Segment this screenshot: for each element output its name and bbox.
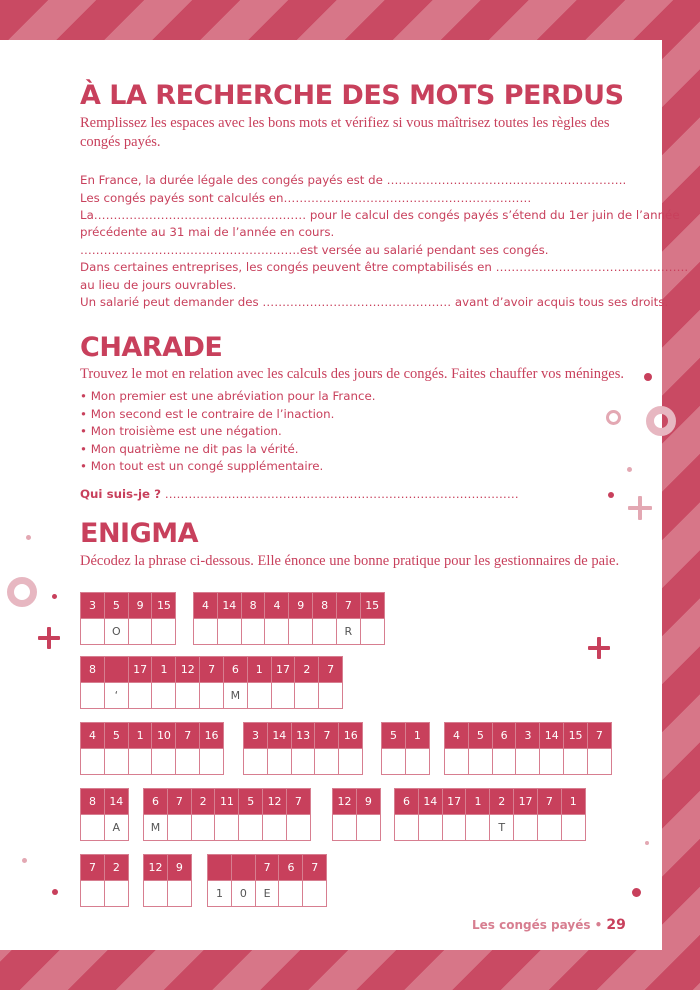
answer-letter-cell[interactable] [199, 748, 224, 775]
answer-letter-cell[interactable] [288, 618, 313, 645]
answer-letter-cell[interactable] [80, 880, 105, 907]
cipher-number-cell: 6 [278, 854, 303, 881]
answer-letter-cell[interactable] [515, 748, 540, 775]
answer-letter-cell[interactable] [286, 814, 311, 841]
answer-letter-cell[interactable] [312, 618, 337, 645]
cipher-number-cell: 1 [561, 788, 586, 815]
answer-letter-cell[interactable] [80, 682, 105, 709]
fill-line-6: Dans certaines entreprises, les congés peuvent être comptabilisés en …………………………………………. [80, 260, 689, 274]
page-number: 29 [606, 917, 626, 933]
cipher-number-cell: 7 [336, 592, 361, 619]
answer-letter-cell[interactable] [356, 814, 381, 841]
answer-letter-cell[interactable]: M [143, 814, 168, 841]
answer-letter-cell[interactable] [80, 748, 105, 775]
cipher-number-cell: 10 [151, 722, 176, 749]
cipher-word-group [143, 788, 311, 841]
cipher-number-cell: 1 [465, 788, 490, 815]
answer-letter-cell[interactable] [468, 748, 493, 775]
section-title-enigma: ENIGMA [80, 518, 199, 549]
cipher-word-group [80, 592, 176, 645]
cipher-number-cell: 7 [199, 656, 224, 683]
answer-letter-cell[interactable]: O [104, 618, 129, 645]
cipher-number-cell: 7 [255, 854, 280, 881]
answer-letter-cell[interactable]: R [336, 618, 361, 645]
section-intro-enigma: Décodez la phrase ci-dessous. Elle énonce une bonne pratique pour les gestionnaires de paie. [80, 553, 620, 569]
answer-letter-cell[interactable] [314, 748, 339, 775]
cipher-number-cell: 8 [241, 592, 266, 619]
cipher-number-cell: 13 [291, 722, 316, 749]
cipher-word-group [80, 722, 224, 775]
section-title-charade: CHARADE [80, 332, 223, 363]
plus-decoration [38, 627, 60, 649]
answer-letter-cell[interactable] [175, 682, 200, 709]
answer-letter-cell[interactable] [587, 748, 612, 775]
answer-letter-cell[interactable] [80, 618, 105, 645]
answer-letter-cell[interactable] [302, 880, 327, 907]
answer-letter-cell[interactable] [278, 880, 303, 907]
cipher-number-cell: 15 [563, 722, 588, 749]
answer-letter-cell[interactable] [418, 814, 443, 841]
cipher-number-cell: 6 [492, 722, 517, 749]
answer-letter-cell[interactable]: T [489, 814, 514, 841]
cipher-number-cell: 5 [381, 722, 406, 749]
cipher-number-cell: 2 [191, 788, 216, 815]
footer-label: Les congés payés • [472, 918, 603, 932]
answer-letter-cell[interactable] [167, 880, 192, 907]
cipher-number-cell: 6 [394, 788, 419, 815]
dot-decoration [26, 535, 31, 540]
cipher-number-cell: 14 [267, 722, 292, 749]
answer-letter-cell[interactable] [247, 682, 272, 709]
fill-line-2: Les congés payés sont calculés en……………………………………………………… [80, 191, 532, 205]
cipher-number-cell: 17 [128, 656, 153, 683]
cipher-number-cell: 7 [314, 722, 339, 749]
answer-letter-cell[interactable] [214, 814, 239, 841]
answer-letter-cell[interactable] [332, 814, 357, 841]
cipher-number-cell: 7 [286, 788, 311, 815]
answer-letter-cell[interactable] [561, 814, 586, 841]
answer-letter-cell[interactable] [191, 814, 216, 841]
charade-clue-1: • Mon premier est une abréviation pour la France. [80, 389, 376, 403]
answer-letter-cell[interactable] [442, 814, 467, 841]
answer-letter-cell[interactable] [405, 748, 430, 775]
cipher-number-cell: 2 [294, 656, 319, 683]
cipher-number-cell: 12 [332, 788, 357, 815]
circle-ring-decoration [606, 410, 621, 425]
answer-letter-cell[interactable] [294, 682, 319, 709]
answer-letter-cell[interactable]: 1 [207, 880, 232, 907]
cipher-number-cell: 1 [405, 722, 430, 749]
answer-letter-cell[interactable] [563, 748, 588, 775]
charade-clue-5: • Mon tout est un congé supplémentaire. [80, 459, 324, 473]
cipher-word-group [193, 592, 385, 645]
cipher-number-cell: 5 [468, 722, 493, 749]
cipher-word-group [143, 854, 192, 907]
cipher-number-cell: 7 [80, 854, 105, 881]
answer-letter-cell[interactable] [151, 748, 176, 775]
circle-ring-decoration [646, 406, 676, 436]
cipher-number-cell: 4 [264, 592, 289, 619]
answer-letter-cell[interactable] [104, 748, 129, 775]
cipher-number-cell: 7 [587, 722, 612, 749]
plus-decoration [628, 496, 652, 520]
fill-line-5: ………………………………………………..est versée au salarié pendant ses congés. [80, 243, 549, 257]
cipher-word-group [332, 788, 381, 841]
dot-decoration [627, 467, 632, 472]
answer-letter-cell[interactable] [128, 682, 153, 709]
charade-clue-2: • Mon second est le contraire de l’inaction. [80, 407, 335, 421]
answer-letter-cell[interactable] [104, 880, 129, 907]
dot-decoration [644, 373, 652, 381]
page-footer [472, 917, 626, 933]
cipher-word-group [207, 854, 327, 907]
charade-question [80, 486, 519, 504]
cipher-number-cell: 2 [104, 854, 129, 881]
cipher-number-cell: 4 [80, 722, 105, 749]
dot-decoration [632, 888, 641, 897]
cipher-word-group [243, 722, 363, 775]
cipher-number-cell: 1 [247, 656, 272, 683]
dot-decoration [645, 841, 649, 845]
answer-letter-cell[interactable] [465, 814, 490, 841]
answer-letter-cell[interactable] [243, 748, 268, 775]
cipher-number-cell: 3 [515, 722, 540, 749]
answer-letter-cell[interactable] [264, 618, 289, 645]
fill-line-7: au lieu de jours ouvrables. [80, 278, 237, 292]
cipher-number-cell: 4 [444, 722, 469, 749]
answer-letter-cell[interactable] [267, 748, 292, 775]
dot-decoration [52, 594, 57, 599]
cipher-number-cell: 16 [338, 722, 363, 749]
cipher-word-group [381, 722, 430, 775]
cipher-number-cell: 9 [128, 592, 153, 619]
answer-letter-cell[interactable]: 0 [231, 880, 256, 907]
answer-letter-cell[interactable] [291, 748, 316, 775]
circle-ring-decoration [7, 577, 37, 607]
answer-letter-cell[interactable] [199, 682, 224, 709]
cipher-number-cell: 3 [243, 722, 268, 749]
cipher-number-cell: 14 [217, 592, 242, 619]
answer-letter-cell[interactable] [318, 682, 343, 709]
answer-letter-cell[interactable] [128, 618, 153, 645]
cipher-number-cell: 5 [104, 592, 129, 619]
fill-line-4: précédente au 31 mai de l’année en cours. [80, 225, 335, 239]
answer-letter-cell[interactable] [80, 814, 105, 841]
cipher-number-cell: 6 [143, 788, 168, 815]
answer-letter-cell[interactable] [151, 682, 176, 709]
cipher-number-cell: 4 [193, 592, 218, 619]
charade-question-label: Qui suis-je ? [80, 487, 161, 501]
answer-letter-cell[interactable] [381, 748, 406, 775]
charade-clue-3: • Mon troisième est une négation. [80, 424, 282, 438]
cipher-number-cell: 14 [539, 722, 564, 749]
answer-letter-cell[interactable]: A [104, 814, 129, 841]
cipher-number-cell: 16 [199, 722, 224, 749]
cipher-number-cell: 7 [175, 722, 200, 749]
cipher-number-cell: 11 [214, 788, 239, 815]
answer-letter-cell[interactable] [537, 814, 562, 841]
plus-decoration [588, 637, 610, 659]
answer-letter-cell[interactable]: ‘ [104, 682, 129, 709]
cipher-word-group [444, 722, 612, 775]
cipher-number-cell: 7 [318, 656, 343, 683]
charade-answer-line: ……………………………………………………………………………… [164, 487, 519, 501]
answer-letter-cell[interactable] [394, 814, 419, 841]
cipher-word-group [394, 788, 586, 841]
cipher-number-cell: 15 [151, 592, 176, 619]
answer-letter-cell[interactable] [167, 814, 192, 841]
answer-letter-cell[interactable] [360, 618, 385, 645]
answer-letter-cell[interactable] [128, 748, 153, 775]
cipher-number-cell: 12 [175, 656, 200, 683]
cipher-word-group [80, 854, 129, 907]
cipher-number-cell: 5 [104, 722, 129, 749]
answer-letter-cell[interactable] [151, 618, 176, 645]
cipher-number-cell: 2 [489, 788, 514, 815]
cipher-number-cell: 14 [418, 788, 443, 815]
dot-decoration [52, 889, 58, 895]
section-intro-mots-perdus: Remplissez les espaces avec les bons mots et vérifiez si vous maîtrisez toutes les règles des congés payés. [80, 115, 610, 150]
answer-letter-cell[interactable]: E [255, 880, 280, 907]
cipher-number-cell: 9 [356, 788, 381, 815]
answer-letter-cell[interactable] [193, 618, 218, 645]
cipher-number-cell: 12 [143, 854, 168, 881]
cipher-number-cell: 9 [288, 592, 313, 619]
cipher-number-cell: 3 [80, 592, 105, 619]
cipher-number-cell: 8 [80, 788, 105, 815]
cipher-number-cell [231, 854, 256, 881]
cipher-number-cell [207, 854, 232, 881]
cipher-number-cell: 14 [104, 788, 129, 815]
cipher-number-cell: 7 [167, 788, 192, 815]
fill-line-8: Un salarié peut demander des ………………………………………… avant d’avoir acquis tous ses droits. [80, 295, 669, 309]
dot-decoration [608, 492, 614, 498]
answer-letter-cell[interactable] [539, 748, 564, 775]
answer-letter-cell[interactable] [175, 748, 200, 775]
answer-letter-cell[interactable] [143, 880, 168, 907]
cipher-number-cell: 5 [238, 788, 263, 815]
cipher-number-cell: 9 [167, 854, 192, 881]
cipher-number-cell: 1 [128, 722, 153, 749]
dot-decoration [22, 858, 27, 863]
cipher-number-cell: 15 [360, 592, 385, 619]
cipher-word-group [80, 788, 129, 841]
cipher-number-cell: 8 [312, 592, 337, 619]
charade-clue-4: • Mon quatrième ne dit pas la vérité. [80, 442, 299, 456]
answer-letter-cell[interactable] [241, 618, 266, 645]
cipher-number-cell: 17 [442, 788, 467, 815]
answer-letter-cell[interactable] [262, 814, 287, 841]
cipher-number-cell: 7 [537, 788, 562, 815]
answer-letter-cell[interactable] [338, 748, 363, 775]
cipher-word-group [80, 656, 343, 709]
answer-letter-cell[interactable] [271, 682, 296, 709]
cipher-number-cell: 8 [80, 656, 105, 683]
cipher-number-cell: 12 [262, 788, 287, 815]
cipher-number-cell [104, 656, 129, 683]
cipher-number-cell: 17 [513, 788, 538, 815]
cipher-number-cell: 17 [271, 656, 296, 683]
section-intro-charade: Trouvez le mot en relation avec les calculs des jours de congés. Faites chauffer vos méninges. [80, 366, 624, 382]
fill-line-3: La……………………………………………… pour le calcul des congés payés s’étend du 1er juin de l’année [80, 208, 680, 222]
fill-line-1: En France, la durée légale des congés payés est de ……………………………………………………. [80, 173, 627, 187]
section-title-mots-perdus: À LA RECHERCHE DES MOTS PERDUS [80, 80, 624, 111]
cipher-number-cell: 6 [223, 656, 248, 683]
answer-letter-cell[interactable] [492, 748, 517, 775]
cipher-number-cell: 1 [151, 656, 176, 683]
answer-letter-cell[interactable] [238, 814, 263, 841]
cipher-number-cell: 7 [302, 854, 327, 881]
answer-letter-cell[interactable] [444, 748, 469, 775]
answer-letter-cell[interactable]: M [223, 682, 248, 709]
answer-letter-cell[interactable] [217, 618, 242, 645]
answer-letter-cell[interactable] [513, 814, 538, 841]
